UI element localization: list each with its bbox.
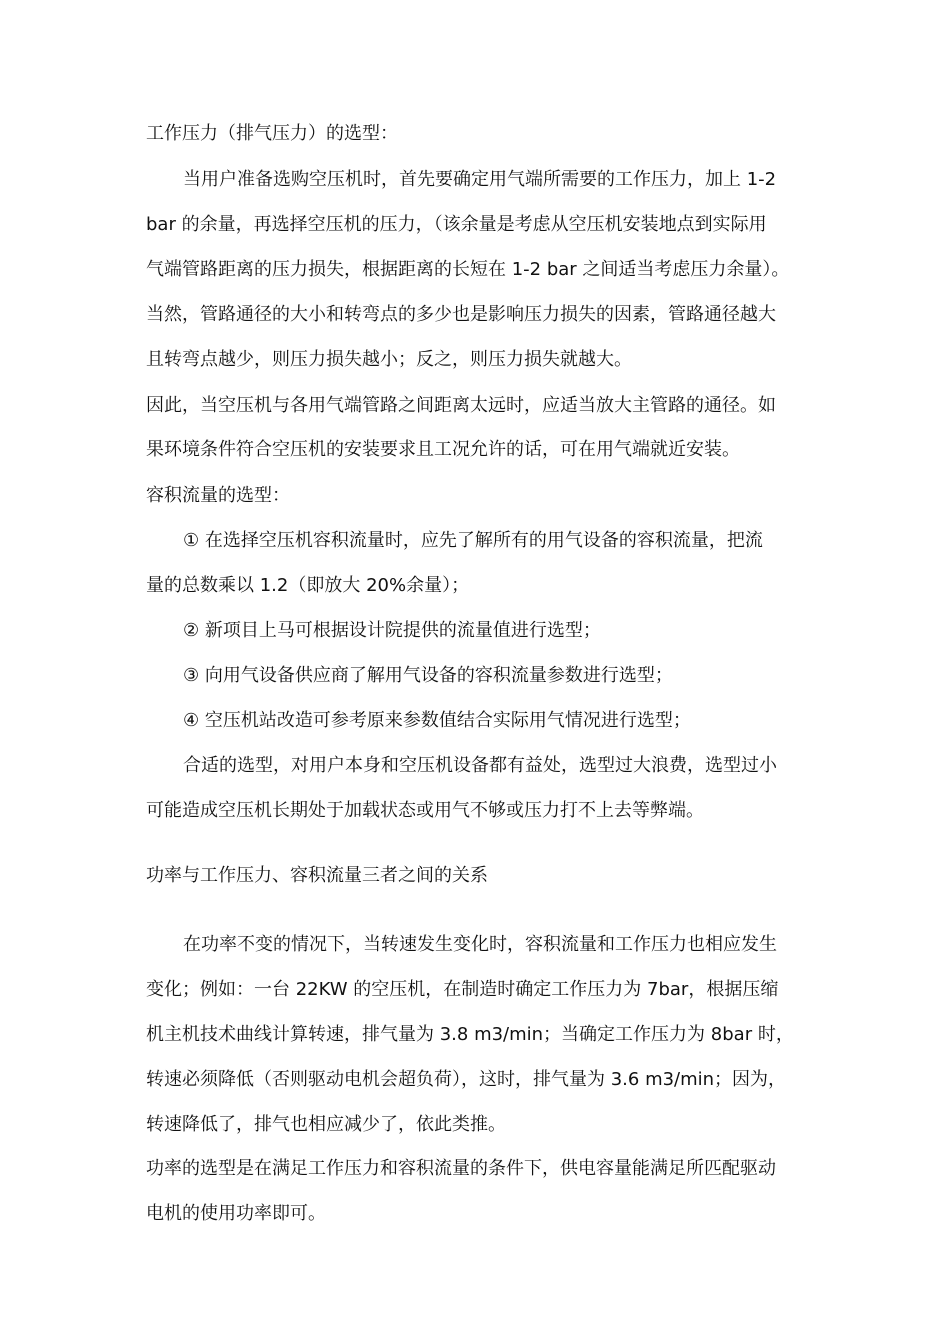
paragraph-line: 合适的选型，对用户本身和空压机设备都有益处，选型过大浪费，选型过小 [183,755,777,776]
paragraph-line: 因此，当空压机与各用气端管路之间距离太远时，应适当放大主管路的通径。如 [146,395,776,416]
list-item: ④ 空压机站改造可参考原来参数值结合实际用气情况进行选型； [183,710,691,731]
paragraph-line: 变化；例如：一台 22KW 的空压机，在制造时确定工作压力为 7bar，根据压缩 [146,979,779,1000]
list-item: ③ 向用气设备供应商了解用气设备的容积流量参数进行选型； [183,665,673,686]
paragraph-line: 果环境条件符合空压机的安装要求且工况允许的话，可在用气端就近安装。 [146,439,740,460]
paragraph-line: 气端管路距离的压力损失，根据距离的长短在 1-2 bar 之间适当考虑压力余量）。 [146,259,790,280]
list-item: ① 在选择空压机容积流量时，应先了解所有的用气设备的容积流量，把流 [183,530,763,551]
paragraph-line: 电机的使用功率即可。 [146,1203,326,1224]
paragraph-line: 转速必须降低（否则驱动电机会超负荷），这时，排气量为 3.6 m3/min；因为， [146,1069,787,1090]
list-item-continuation: 量的总数乘以 1.2（即放大 20%余量）； [146,575,470,596]
paragraph-line: 在功率不变的情况下，当转速发生变化时，容积流量和工作压力也相应发生 [183,934,777,955]
paragraph-line: 当然，管路通径的大小和转弯点的多少也是影响压力损失的因素，管路通径越大 [146,304,776,325]
paragraph-line: 可能造成空压机长期处于加载状态或用气不够或压力打不上去等弊端。 [146,800,704,821]
section-heading-power: 功率与工作压力、容积流量三者之间的关系 [146,865,488,886]
paragraph-line: 机主机技术曲线计算转速，排气量为 3.8 m3/min；当确定工作压力为 8bar 时， [146,1024,794,1045]
section-heading-pressure: 工作压力（排气压力）的选型： [146,123,398,144]
paragraph-line: 转速降低了，排气也相应减少了，依此类推。 [146,1114,506,1135]
list-item: ② 新项目上马可根据设计院提供的流量值进行选型； [183,620,601,641]
paragraph-line: 且转弯点越少，则压力损失越小；反之，则压力损失就越大。 [146,349,632,370]
paragraph-line: 当用户准备选购空压机时，首先要确定用气端所需要的工作压力，加上 1-2 [183,169,777,190]
section-heading-flow: 容积流量的选型： [146,485,290,506]
paragraph-line: 功率的选型是在满足工作压力和容积流量的条件下，供电容量能满足所匹配驱动 [146,1158,776,1179]
paragraph-line: bar 的余量，再选择空压机的压力，（该余量是考虑从空压机安装地点到实际用 [146,214,767,235]
